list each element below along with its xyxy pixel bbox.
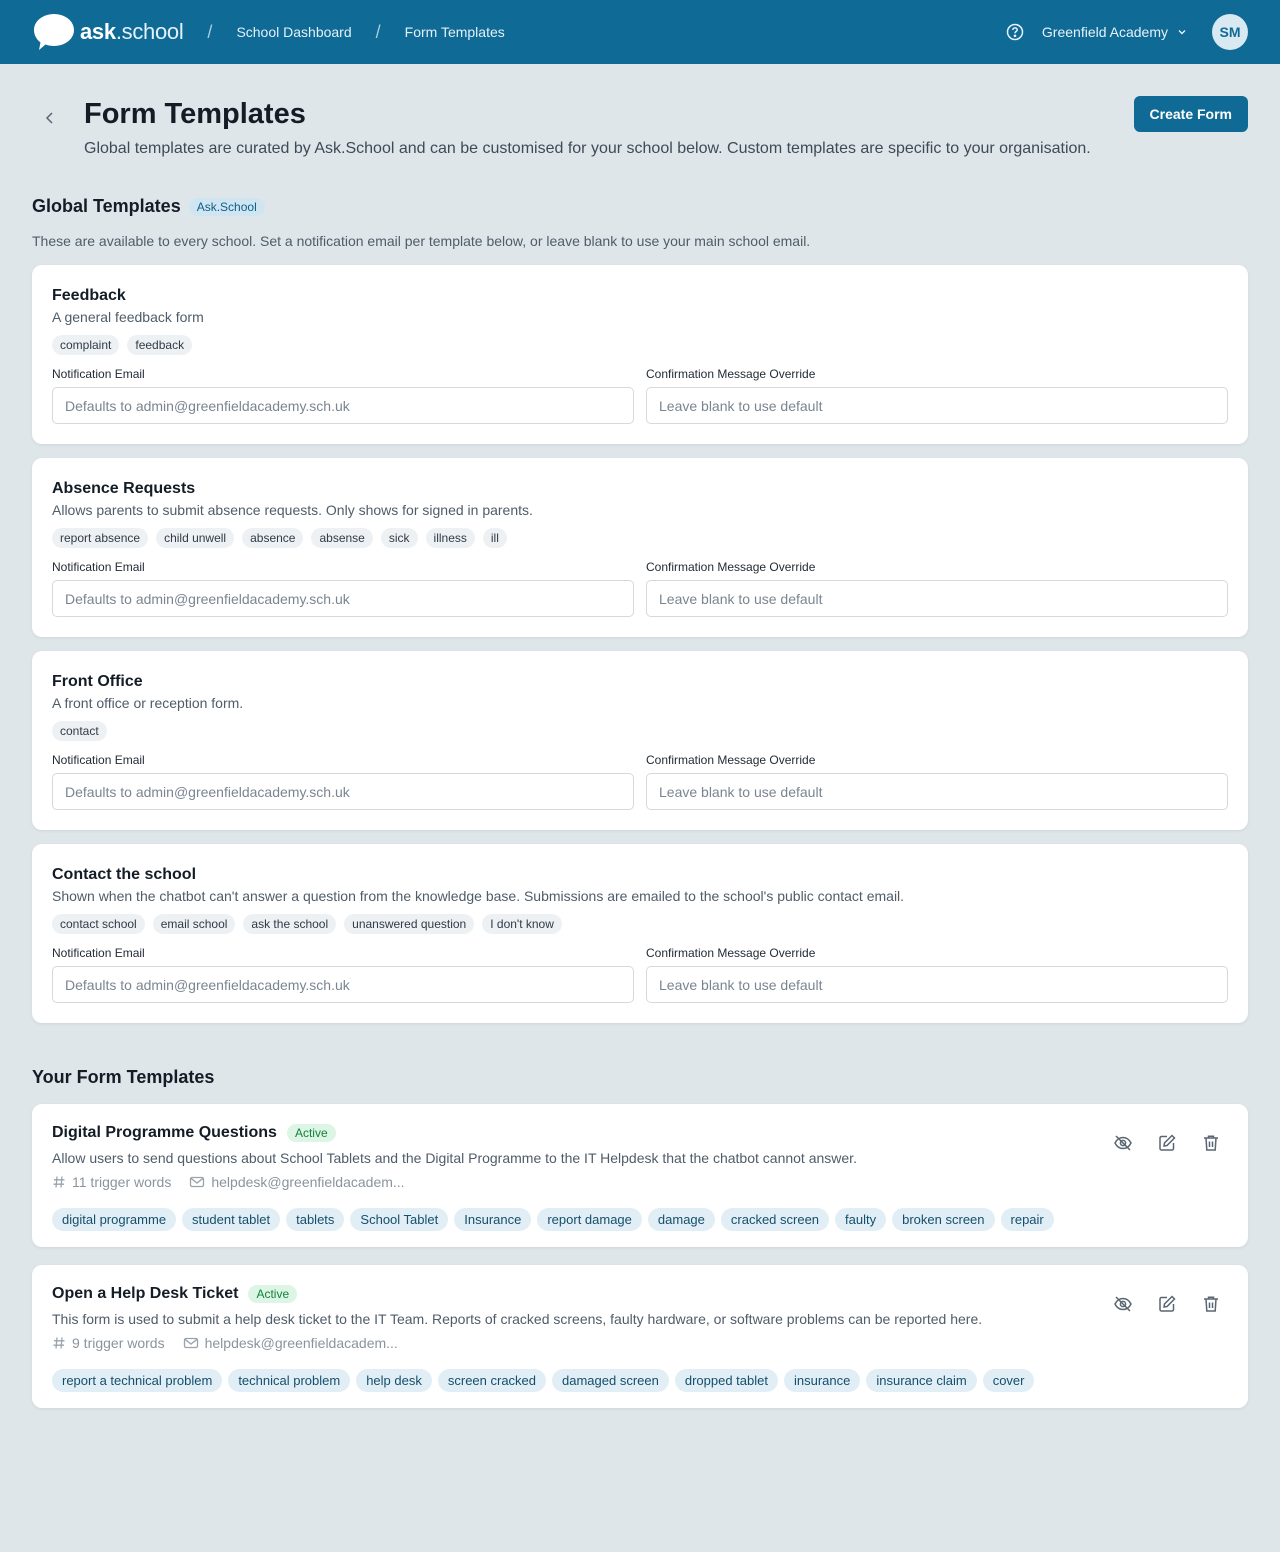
tag: feedback [127,335,192,355]
breadcrumb-separator: / [375,21,381,42]
template-tags [52,1369,1228,1392]
trigger-tag: tablets [286,1208,344,1231]
template-description: This form is used to submit a help desk ticket to the IT Team. Reports of cracked screens, faulty hardware, or software problems can be reported here. [52,1311,983,1327]
template-tags [52,721,1228,741]
tag: ask the school [243,914,336,934]
notification-email-label: Notification Email [52,946,145,960]
trigger-tag: insurance claim [866,1369,976,1392]
back-arrow-icon[interactable] [38,106,62,130]
template-email [189,1174,404,1190]
global-templates-description: These are available to every school. Set a notification email per template below, or leave blank to use your main school email. [32,233,811,249]
template-description: Shown when the chatbot can't answer a question from the knowledge base. Submissions are emailed to the school's public contact email. [52,888,905,904]
confirmation-message-label: Confirmation Message Override [646,946,816,960]
template-description: Allow users to send questions about School Tablets and the Digital Programme to the IT Helpdesk that the chatbot cannot answer. [52,1150,857,1166]
logo[interactable] [32,10,183,54]
trigger-tag: report a technical problem [52,1369,222,1392]
global-template-card [32,458,1248,637]
notification-email-label: Notification Email [52,753,145,767]
logo-text: ask.school [80,19,184,44]
tag: unanswered question [344,914,474,934]
trigger-tag: damaged screen [552,1369,669,1392]
trigger-words-text: 11 trigger words [72,1174,172,1190]
confirmation-message-label: Confirmation Message Override [646,753,816,767]
breadcrumb-school-dashboard[interactable]: School Dashboard [236,24,352,40]
global-template-card [32,651,1248,830]
trigger-tag: faulty [835,1208,886,1231]
email-text: helpdesk@greenfieldacadem... [211,1174,405,1190]
school-name: Greenfield Academy [1041,24,1168,40]
template-tags [52,528,1228,548]
trigger-tag: student tablet [182,1208,280,1231]
tag: absence [242,528,303,548]
trigger-tag: School Tablet [350,1208,448,1231]
notification-email-input[interactable] [52,966,634,1003]
tag: email school [153,914,236,934]
trigger-tag: Insurance [454,1208,531,1231]
mail-icon [189,1175,205,1189]
template-tags [52,914,1228,934]
confirmation-message-label: Confirmation Message Override [646,367,816,381]
trigger-tag: damage [648,1208,715,1231]
speech-bubble-logo-icon [32,10,76,54]
trigger-tag: screen cracked [438,1369,546,1392]
tag: I don't know [482,914,562,934]
trigger-words-text: 9 trigger words [72,1335,165,1351]
delete-trash-icon[interactable] [1200,1293,1222,1315]
tag: report absence [52,528,148,548]
page-header [0,64,1280,160]
avatar[interactable]: SM [1212,14,1248,50]
template-title: Open a Help Desk Ticket [52,1285,239,1302]
trigger-tag: broken screen [892,1208,994,1231]
template-title: Contact the school [52,866,197,883]
tag: contact school [52,914,145,934]
template-tags [52,335,1228,355]
confirmation-message-input[interactable] [646,580,1228,617]
custom-templates-section [0,1067,1280,1408]
tag: absense [311,528,372,548]
template-description: A front office or reception form. [52,695,244,711]
trigger-tag: technical problem [228,1369,350,1392]
confirmation-message-input[interactable] [646,773,1228,810]
tag: illness [426,528,475,548]
trigger-words-count [52,1174,171,1190]
template-tags [52,1208,1228,1231]
global-template-card [32,265,1248,444]
trigger-tag: digital programme [52,1208,176,1231]
template-title: Digital Programme Questions [52,1124,277,1141]
custom-templates-title: Your Form Templates [32,1067,215,1087]
breadcrumb-separator: / [207,21,213,42]
hide-eye-off-icon[interactable] [1112,1293,1134,1315]
create-form-button[interactable]: Create Form [1134,96,1248,132]
trigger-tag: cracked screen [721,1208,829,1231]
global-templates-section [0,196,1280,1023]
trigger-tag: dropped tablet [675,1369,778,1392]
breadcrumb-form-templates: Form Templates [404,24,505,40]
status-badge: Active [248,1285,297,1303]
template-title: Absence Requests [52,480,196,497]
tag: contact [52,721,107,741]
hide-eye-off-icon[interactable] [1112,1132,1134,1154]
ask-school-badge: Ask.School [189,198,265,216]
help-icon[interactable] [1004,21,1026,43]
hash-icon [52,1336,66,1350]
confirmation-message-label: Confirmation Message Override [646,560,816,574]
trigger-tag: cover [983,1369,1035,1392]
tag: child unwell [156,528,234,548]
template-title: Front Office [52,673,143,690]
page-title: Form Templates [84,98,306,130]
custom-template-card [32,1104,1248,1247]
notification-email-label: Notification Email [52,367,145,381]
trigger-tag: help desk [356,1369,432,1392]
chevron-down-icon [1176,26,1188,38]
trigger-words-count [52,1335,165,1351]
notification-email-label: Notification Email [52,560,145,574]
page-subtitle: Global templates are curated by Ask.School and can be customised for your school below. Custom templates are specific to your organisation. [84,140,1091,157]
tag: sick [381,528,418,548]
hash-icon [52,1175,66,1189]
mail-icon [183,1336,199,1350]
edit-pencil-icon[interactable] [1156,1293,1178,1315]
notification-email-input[interactable] [52,773,634,810]
notification-email-input[interactable] [52,387,634,424]
school-selector[interactable] [1042,24,1188,40]
trigger-tag: repair [1001,1208,1054,1231]
tag: complaint [52,335,119,355]
confirmation-message-input[interactable] [646,387,1228,424]
status-badge: Active [287,1124,336,1142]
custom-template-card [32,1265,1248,1408]
trigger-tag: insurance [784,1369,860,1392]
top-bar [0,0,1280,64]
template-description: Allows parents to submit absence requests. Only shows for signed in parents. [52,502,533,518]
global-templates-title: Global Templates [32,196,181,216]
trigger-tag: report damage [537,1208,642,1231]
tag: ill [483,528,507,548]
global-template-card [32,844,1248,1023]
confirmation-message-input[interactable] [646,966,1228,1003]
notification-email-input[interactable] [52,580,634,617]
email-text: helpdesk@greenfieldacadem... [204,1335,398,1351]
edit-pencil-icon[interactable] [1156,1132,1178,1154]
template-description: A general feedback form [52,309,204,325]
template-email [183,1335,398,1351]
template-title: Feedback [52,287,126,304]
delete-trash-icon[interactable] [1200,1132,1222,1154]
